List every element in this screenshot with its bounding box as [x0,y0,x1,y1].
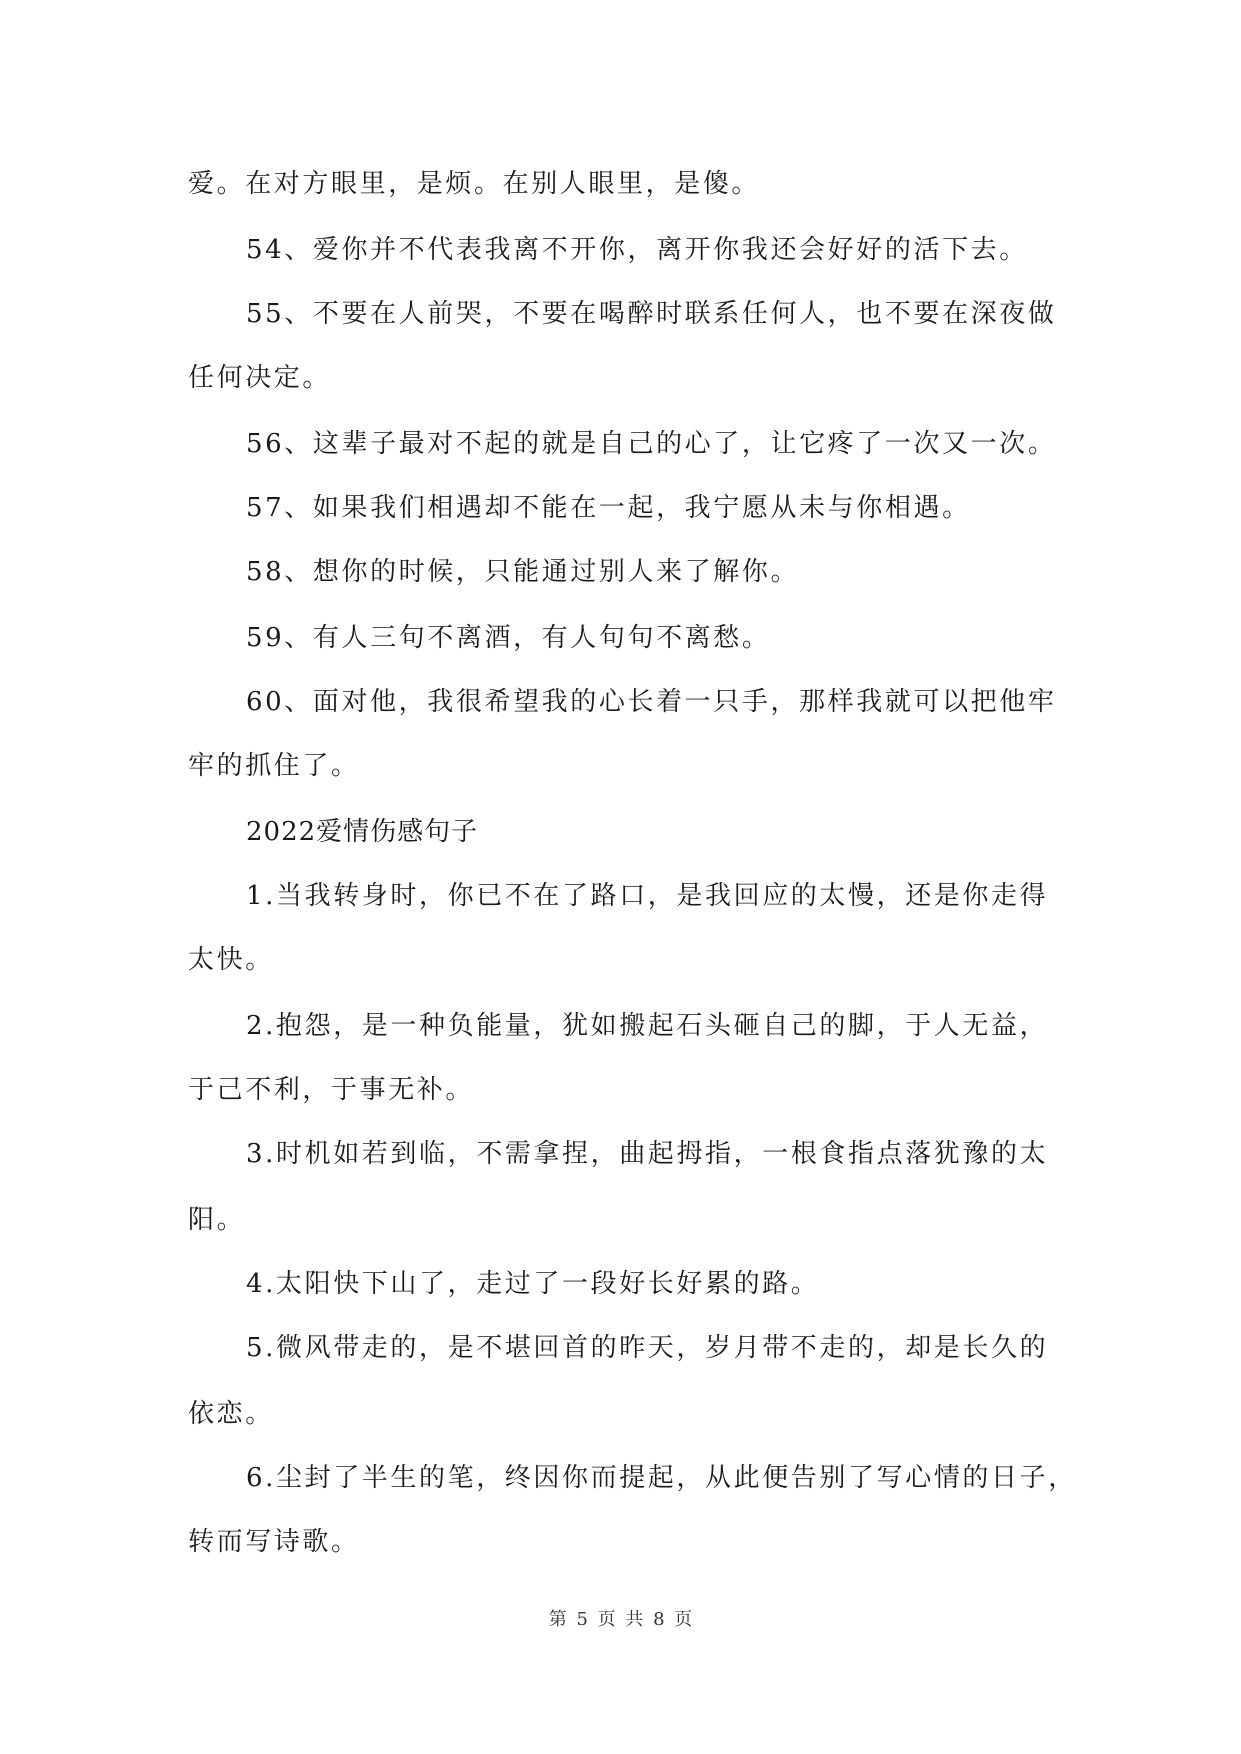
paragraph-line: 57、如果我们相遇却不能在一起，我宁愿从未与你相遇。 [246,493,971,523]
paragraph-line: 60、面对他，我很希望我的心长着一只手，那样我就可以把他牢 [246,687,1057,717]
paragraph-line: 1.当我转身时，你已不在了路口，是我回应的太慢，还是你走得 [246,881,1049,911]
paragraph-line: 牢的抓住了。 [188,751,360,781]
paragraph-line: 太快。 [188,945,274,975]
paragraph-line: 阳。 [188,1205,246,1235]
paragraph-line: 爱。在对方眼里，是烦。在别人眼里，是傻。 [188,169,761,199]
paragraph-line: 6.尘封了半生的笔，终因你而提起，从此便告别了写心情的日子， [246,1463,1077,1493]
paragraph-line: 59、有人三句不离酒，有人句句不离愁。 [246,623,771,653]
section-heading: 2022爱情伤感句子 [246,817,479,847]
paragraph-line: 任何决定。 [188,363,332,393]
paragraph-line: 5.微风带走的，是不堪回首的昨天，岁月带不走的，却是长久的 [246,1333,1049,1363]
paragraph-line: 56、这辈子最对不起的就是自己的心了，让它疼了一次又一次。 [246,429,1057,459]
paragraph-line: 54、爱你并不代表我离不开你，离开你我还会好好的活下去。 [246,235,1028,265]
paragraph-line: 2.抱怨，是一种负能量，犹如搬起石头砸自己的脚，于人无益， [246,1011,1049,1041]
paragraph-line: 55、不要在人前哭，不要在喝醉时联系任何人，也不要在深夜做 [246,299,1057,329]
paragraph-line: 3.时机如若到临，不需拿捏，曲起拇指，一根食指点落犹豫的太 [246,1139,1049,1169]
paragraph-line: 依恋。 [188,1399,274,1429]
page-number-footer: 第 5 页 共 8 页 [548,1609,693,1630]
paragraph-line: 4.太阳快下山了，走过了一段好长好累的路。 [246,1269,820,1299]
paragraph-line: 58、想你的时候，只能通过别人来了解你。 [246,557,800,587]
paragraph-line: 转而写诗歌。 [188,1527,360,1557]
paragraph-line: 于己不利，于事无补。 [188,1075,475,1105]
